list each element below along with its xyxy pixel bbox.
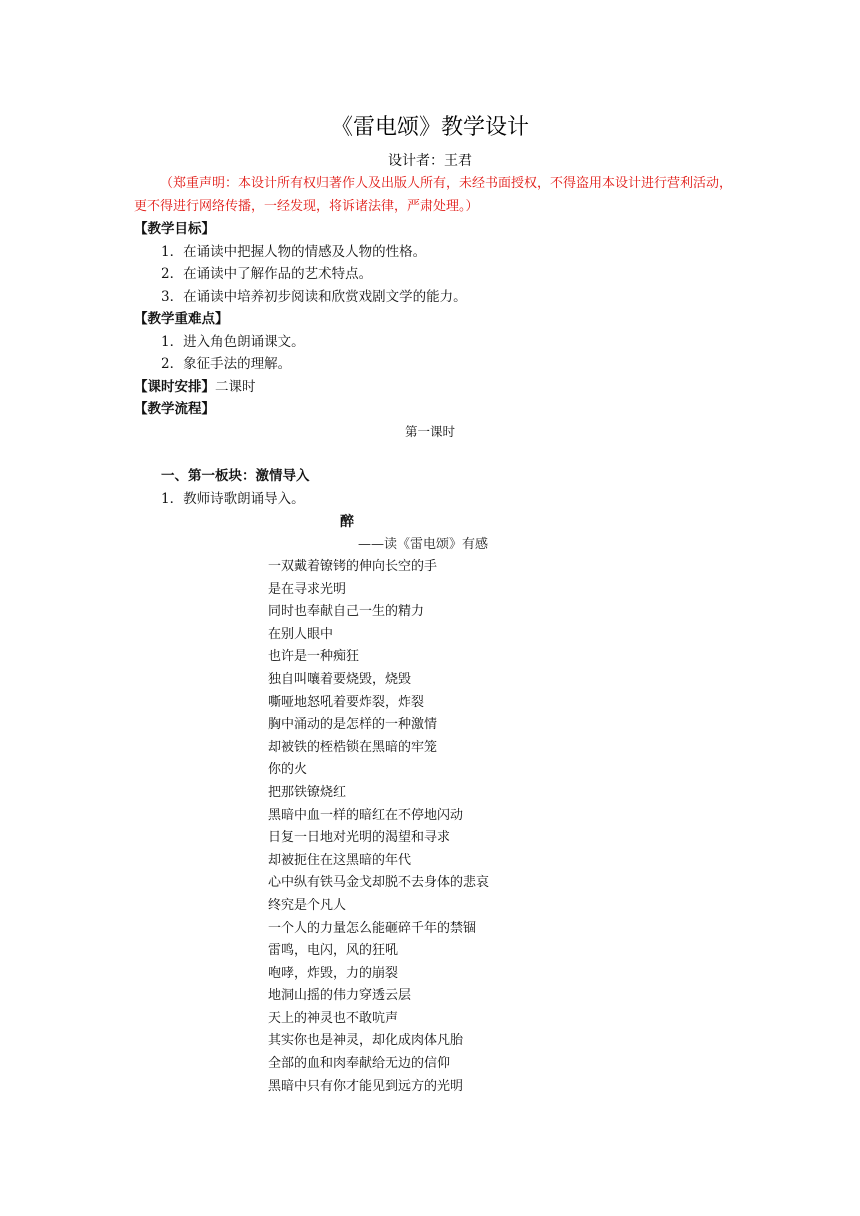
keypoint-item: 1．进入角色朗诵课文。 <box>161 334 305 350</box>
poem-line: 地洞山摇的伟力穿透云层 <box>268 988 412 1004</box>
poem-line: 心中纵有铁马金戈却脱不去身体的悲哀 <box>268 875 490 891</box>
poem-line: 嘶哑地怒吼着要炸裂，炸裂 <box>268 694 425 710</box>
copyright-notice: （郑重声明：本设计所有权归著作人及出版人所有，未经书面授权，不得盗用本设计进行营利活动，更不得进行网络传播，一经发现，将诉诸法律，严肃处理。） <box>134 176 733 214</box>
poem-line: 胸中涌动的是怎样的一种激情 <box>268 717 438 733</box>
lesson-title: 第一课时 <box>404 424 455 439</box>
poem-line: 雷鸣，电闪，风的狂吼 <box>268 943 399 959</box>
goals-heading: 【教学目标】 <box>134 221 215 237</box>
poem-subtitle: ——读《雷电颂》有感 <box>358 537 489 552</box>
schedule-heading: 【课时安排】 <box>134 379 215 395</box>
schedule-line <box>134 377 256 397</box>
poem-line: 独自叫嚷着要烧毁，烧毁 <box>268 671 412 687</box>
keypoints-heading: 【教学重难点】 <box>134 311 229 327</box>
poem-line: 一个人的力量怎么能砸碎千年的禁锢 <box>268 920 477 936</box>
poem-line: 其实你也是神灵，却化成肉体凡胎 <box>268 1033 464 1049</box>
poem-line: 一双戴着镣铐的伸向长空的手 <box>268 559 438 574</box>
block-heading: 一、第一板块：激情导入 <box>161 468 310 484</box>
poem-line: 也许是一种痴狂 <box>268 649 360 665</box>
step-item: 1．教师诗歌朗诵导入。 <box>161 491 305 507</box>
goal-item: 2．在诵读中了解作品的艺术特点。 <box>161 266 373 282</box>
goal-item: 3．在诵读中培养初步阅读和欣赏戏剧文学的能力。 <box>161 289 467 305</box>
poem-line: 全部的血和肉奉献给无边的信仰 <box>268 1056 451 1072</box>
poem-title: 醉 <box>340 514 354 530</box>
poem-line: 黑暗中血一样的暗红在不停地闪动 <box>268 807 464 823</box>
poem-line: 日复一日地对光明的渴望和寻求 <box>268 830 451 846</box>
poem-line: 却被铁的桎梏锁在黑暗的牢笼 <box>268 739 438 755</box>
poem-line: 同时也奉献自己一生的精力 <box>268 604 425 620</box>
poem-line: 天上的神灵也不敢吭声 <box>268 1010 399 1026</box>
poem-line: 咆哮，炸毁，力的崩裂 <box>268 965 399 981</box>
poem-line: 在别人眼中 <box>268 626 334 642</box>
poem-line: 终究是个凡人 <box>268 897 347 913</box>
poem-line: 是在寻求光明 <box>268 581 347 597</box>
keypoint-item: 2．象征手法的理解。 <box>161 356 292 372</box>
poem-line: 却被扼住在这黑暗的年代 <box>268 852 412 868</box>
flow-heading: 【教学流程】 <box>134 401 215 417</box>
document-title: 《雷电颂》教学设计 <box>330 115 529 140</box>
schedule-value: 二课时 <box>215 379 256 395</box>
goal-item: 1．在诵读中把握人物的情感及人物的性格。 <box>161 244 427 260</box>
poem-line: 黑暗中只有你才能见到远方的光明 <box>268 1078 464 1094</box>
poem-body <box>268 556 489 1098</box>
poem-line: 把那铁镣烧红 <box>268 784 347 800</box>
poem-line: 你的火 <box>268 762 308 778</box>
designer-line: 设计者：王君 <box>388 153 472 169</box>
